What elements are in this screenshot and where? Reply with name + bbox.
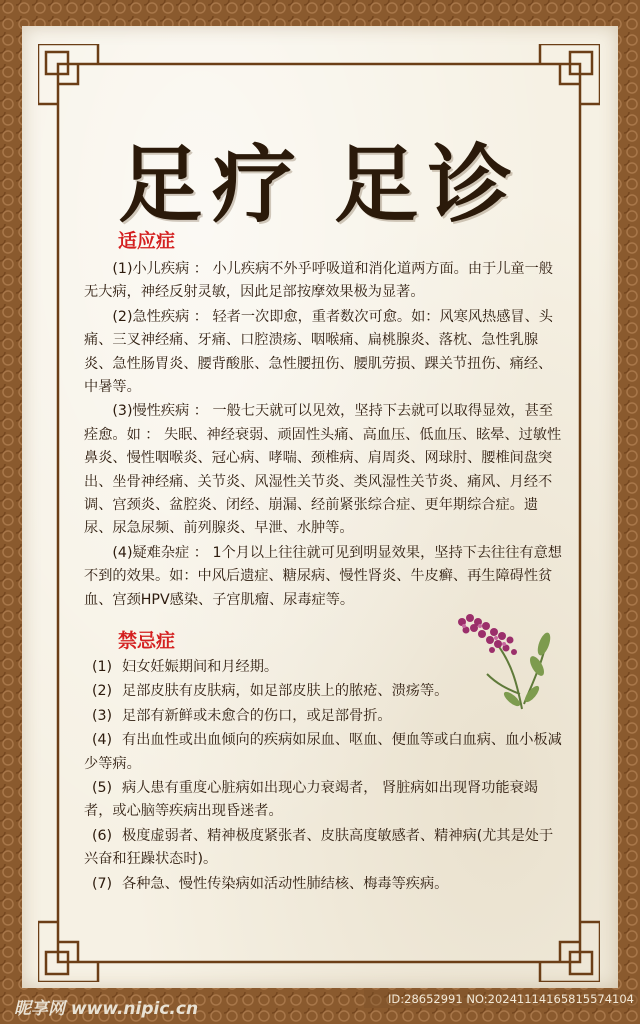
item-text: 足部有新鲜或未愈合的伤口，或足部骨折。	[122, 707, 392, 724]
list-item	[84, 680, 562, 703]
item-text: 有出血性或出血倾向的疾病如尿血、呕血、便血等或白血病、血小板减少等病。	[84, 732, 562, 772]
list-item	[84, 729, 562, 776]
item-number: (7)	[92, 875, 113, 892]
item-number: (5)	[92, 780, 113, 797]
item-number: (6)	[92, 827, 113, 844]
indication-paragraph: (4)疑难杂症 ： 1个月以上往往就可见到明显效果，坚持下去往往有意想不到的效果。如：中风后遗症、糖尿病、慢性肾炎、牛皮癣、再生障碍性贫血、宫颈HPV感染、子宫肌瘤、尿毒症等。	[84, 544, 562, 608]
item-text: 病人患有重度心脏病如出现心力衰竭者， 肾脏病如出现肾功能衰竭者，或心脑等疾病出现昏迷者。	[84, 780, 538, 820]
item-text: 妇女妊娠期间和月经期。	[122, 659, 279, 675]
list-item	[84, 777, 562, 824]
list-item	[84, 656, 562, 679]
list-item	[84, 825, 562, 872]
title-part-1: 足疗	[117, 135, 306, 234]
indication-paragraph: (1)小儿疾病 ： 小儿疾病不外乎呼吸道和消化道两方面。由于儿童一般无大病，神经反射灵敏，因此足部按摩效果极为显著。	[84, 261, 553, 301]
contraindications-list	[84, 656, 562, 897]
page-title	[0, 118, 640, 239]
watermark-id: ID:28652991 NO:20241114165815574104	[364, 990, 638, 1008]
item-text: 极度虚弱者、精神极度紧张者、皮肤高度敏感者、精神病(尤其是处于兴奋和狂躁状态时)。	[84, 827, 554, 868]
indication-paragraph: (2)急性疾病 ： 轻者一次即愈，重者数次可愈。如：风寒风热感冒、头痛、三叉神经痛、牙痛、口腔溃疡、咽喉痛、扁桃腺炎、落枕、急性乳腺炎、急性肠胃炎、腰背酸胀、急性腰扭伤、腰肌劳损、踝关节扭伤、痛经、中暑等。	[84, 308, 553, 396]
item-number: (1)	[92, 659, 113, 675]
contraindications-heading: 禁忌症	[118, 630, 176, 652]
indications-body	[84, 258, 562, 613]
title-part-2: 足诊	[334, 135, 523, 234]
item-number: (3)	[92, 707, 113, 724]
item-text: 各种急、慢性传染病如活动性肺结核、梅毒等疾病。	[122, 875, 449, 892]
list-item	[84, 705, 562, 728]
indications-heading: 适应症	[118, 230, 176, 252]
list-item	[84, 873, 562, 896]
item-text: 足部皮肤有皮肤病，如足部皮肤上的脓疮、溃疡等。	[122, 683, 449, 700]
item-number: (2)	[92, 683, 113, 700]
item-number: (4)	[92, 732, 113, 749]
indication-paragraph: (3)慢性疾病 ： 一般七天就可以见效，坚持下去就可以取得显效，甚至痊愈。如 ： 失眠、神经衰弱、顽固性头痛、高血压、低血压、眩晕、过敏性鼻炎、慢性咽喉炎、冠心病、哮喘、颈椎病、肩周炎、网球肘、腰椎间盘突出、坐骨神经痛、关节炎、风湿性关节炎、类风湿性关节炎、痛风、月经不调、宫颈炎、盆腔炎、闭经、崩漏、经前紧张综合症、更年期综合症。遗尿、尿急尿频、前列腺炎、早泄、水肿等。	[84, 403, 562, 537]
watermark-site: 昵享网 www.nipic.cn	[14, 999, 199, 1019]
